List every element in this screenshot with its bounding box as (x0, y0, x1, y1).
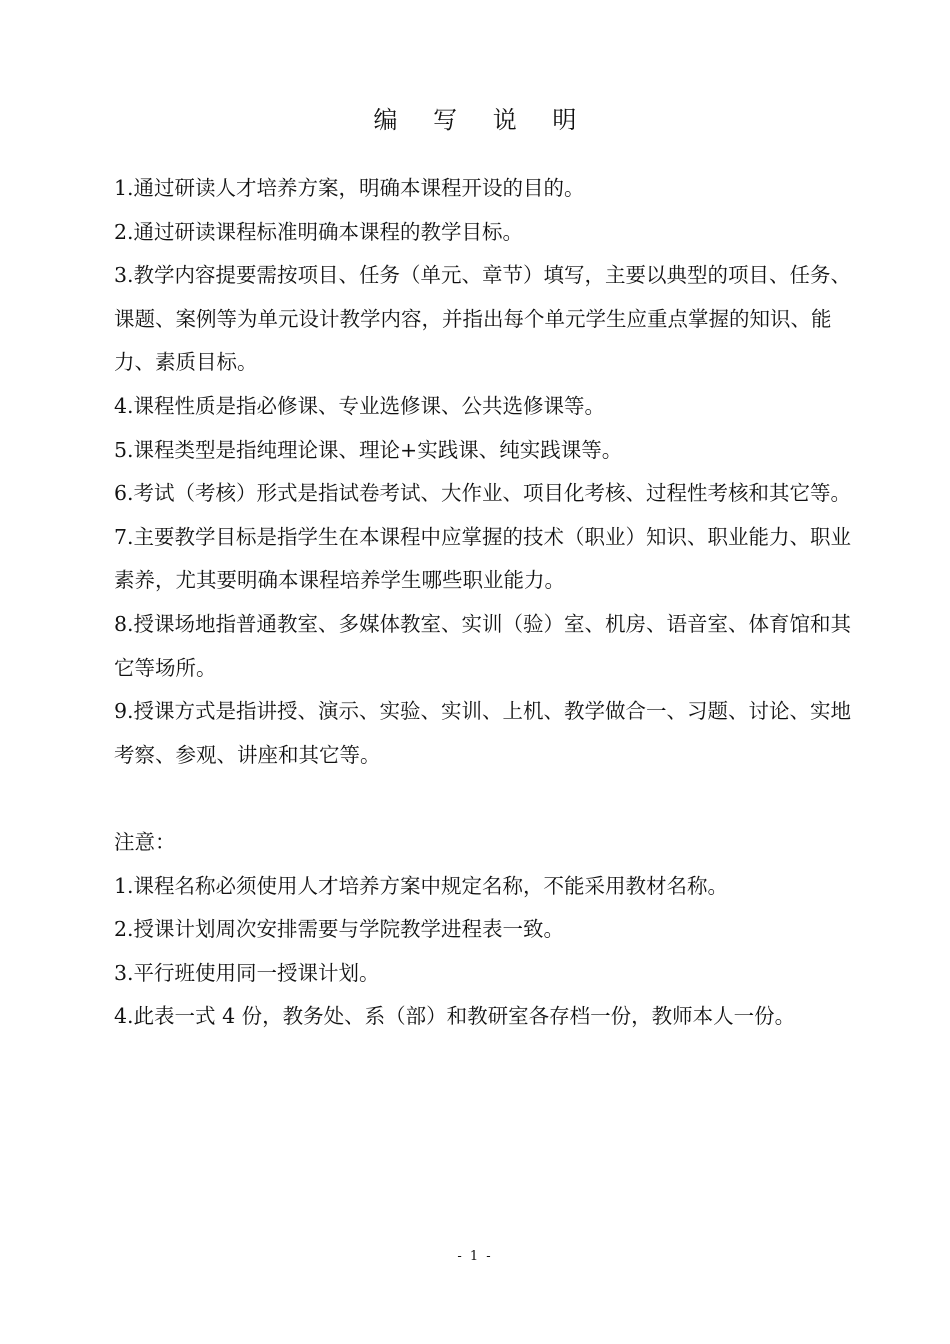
notes-heading: 注意： (114, 829, 176, 854)
note-item: 4.此表一式 4 份，教务处、系（部）和教研室各存档一份，教师本人一份。 (114, 1004, 796, 1029)
instruction-item: 4.课程性质是指必修课、专业选修课、公共选修课等。 (114, 393, 606, 418)
instruction-item: 3.教学内容提要需按项目、任务（单元、章节）填写，主要以典型的项目、任务、课题、案例等为单元设计教学内容，并指出每个单元学生应重点掌握的知识、能力、素质目标。 (114, 263, 852, 375)
instruction-item: 1.通过研读人才培养方案，明确本课程开设的目的。 (114, 176, 585, 200)
page-title: 编 写 说 明 (373, 106, 591, 134)
document-body (114, 167, 864, 1039)
instruction-item: 2.通过研读课程标准明确本课程的教学目标。 (114, 219, 524, 244)
note-item: 3.平行班使用同一授课计划。 (114, 960, 380, 985)
note-item: 2.授课计划周次安排需要与学院教学进程表一致。 (114, 917, 565, 942)
instruction-item: 9.授课方式是指讲授、演示、实验、实训、上机、教学做合一、习题、讨论、实地考察、参观、讲座和其它等。 (114, 699, 852, 767)
instruction-item: 8.授课场地指普通教室、多媒体教室、实训（验）室、机房、语音室、体育馆和其它等场所。 (114, 611, 852, 680)
section-spacer (114, 777, 864, 821)
page-number: - 1 - (457, 1249, 493, 1264)
instruction-item: 5.课程类型是指纯理论课、理论+实践课、纯实践课等。 (114, 437, 623, 462)
instruction-item: 7.主要教学目标是指学生在本课程中应掌握的技术（职业）知识、职业能力、职业素养，尤其要明确本课程培养学生哪些职业能力。 (114, 524, 852, 593)
note-item: 1.课程名称必须使用人才培养方案中规定名称，不能采用教材名称。 (114, 873, 729, 898)
instruction-item: 6.考试（考核）形式是指试卷考试、大作业、项目化考核、过程性考核和其它等。 (114, 481, 852, 506)
